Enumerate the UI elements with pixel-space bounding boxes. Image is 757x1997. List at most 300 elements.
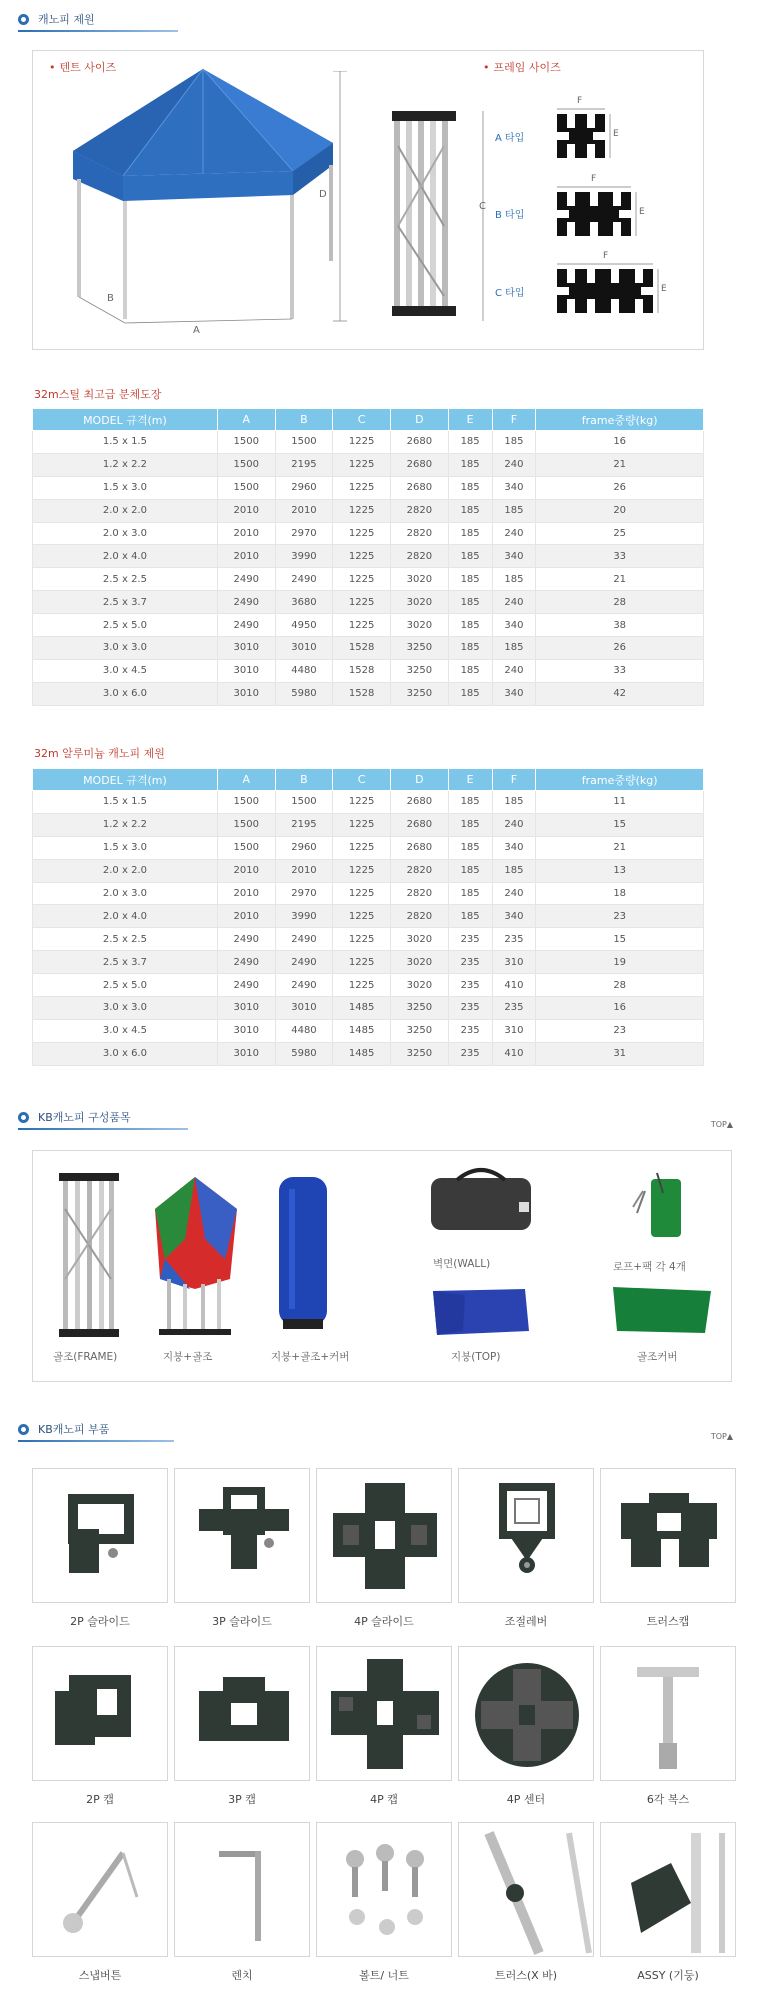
steel-spec-table [32, 408, 704, 706]
table-row [33, 791, 704, 814]
wall-bag-photo [427, 1166, 537, 1236]
table-cell: 3250 [391, 1042, 449, 1065]
table-row [33, 591, 704, 614]
table-row [33, 974, 704, 997]
column-header: E [448, 409, 492, 431]
table-cell: 4480 [275, 1019, 333, 1042]
table-cell: 185 [448, 591, 492, 614]
table-cell: 1485 [333, 1019, 391, 1042]
column-header: B [275, 409, 333, 431]
table-cell: 185 [448, 813, 492, 836]
table-cell: 3250 [391, 997, 449, 1020]
table-cell: 235 [448, 1019, 492, 1042]
table-cell: 1225 [333, 614, 391, 637]
folded-frame-illustration [388, 106, 468, 326]
frame-type-a-diagram [553, 106, 633, 166]
table-cell: 185 [492, 859, 536, 882]
table-cell: 2010 [217, 545, 275, 568]
dim-b-label: B [107, 293, 114, 304]
model-cell: 2.0 x 4.0 [33, 905, 218, 928]
table-row [33, 545, 704, 568]
part-label: 2P 슬라이드 [70, 1615, 130, 1628]
table-cell: 3010 [217, 682, 275, 705]
part-label: 트러스캡 [646, 1615, 690, 1628]
component-roof-frame-cover-label: 지붕+골조+커버 [271, 1351, 350, 1363]
table-cell: 1528 [333, 682, 391, 705]
table-cell: 3010 [217, 659, 275, 682]
table-cell: 185 [448, 499, 492, 522]
table-cell: 2960 [275, 836, 333, 859]
table-cell: 26 [536, 637, 704, 660]
table-cell: 340 [492, 614, 536, 637]
table-cell: 240 [492, 591, 536, 614]
table-cell: 3010 [217, 637, 275, 660]
table-cell: 15 [536, 813, 704, 836]
part-image [316, 1468, 452, 1603]
table-cell: 2820 [391, 499, 449, 522]
table-cell: 2820 [391, 545, 449, 568]
part-image [174, 1468, 310, 1603]
table-cell: 240 [492, 453, 536, 476]
table-cell: 1225 [333, 882, 391, 905]
table-row [33, 568, 704, 591]
table-cell: 28 [536, 974, 704, 997]
table-cell: 185 [448, 905, 492, 928]
part-image [600, 1822, 736, 1957]
table-cell: 2820 [391, 905, 449, 928]
frame-type-b-diagram [553, 184, 643, 244]
table-row [33, 905, 704, 928]
component-top-label: 지붕(TOP) [451, 1351, 501, 1363]
frame-cover-photo [607, 1281, 717, 1341]
table-cell: 2010 [217, 905, 275, 928]
column-header: A [217, 409, 275, 431]
table-cell: 1485 [333, 1042, 391, 1065]
column-header: frame중량(kg) [536, 769, 704, 791]
table-cell: 3020 [391, 568, 449, 591]
component-roof-frame-label: 지붕+골조 [163, 1351, 213, 1363]
components-section-title: KB캐노피 구성품목 [38, 1111, 131, 1124]
column-header: E [448, 769, 492, 791]
table-row [33, 813, 704, 836]
column-header: A [217, 769, 275, 791]
table-cell: 235 [448, 928, 492, 951]
table-row [33, 614, 704, 637]
parts-section-title: KB캐노피 부품 [38, 1423, 110, 1436]
table-cell: 2010 [217, 522, 275, 545]
table-cell: 185 [448, 453, 492, 476]
table-cell: 240 [492, 813, 536, 836]
type-c-e-label: E [661, 284, 667, 294]
model-cell: 2.5 x 2.5 [33, 928, 218, 951]
table-row [33, 659, 704, 682]
parts-top-link[interactable]: TOP▲ [710, 1432, 733, 1441]
table-row [33, 1019, 704, 1042]
table-cell: 1225 [333, 568, 391, 591]
table-cell: 2490 [275, 951, 333, 974]
dim-d-label: D [319, 189, 327, 200]
table-cell: 1225 [333, 522, 391, 545]
spec-section-title: 캐노피 제원 [38, 13, 95, 26]
part-image [458, 1822, 594, 1957]
table-cell: 3010 [217, 1019, 275, 1042]
table-cell: 1225 [333, 476, 391, 499]
dim-c-line [473, 111, 493, 331]
table-cell: 2970 [275, 882, 333, 905]
model-cell: 3.0 x 4.5 [33, 1019, 218, 1042]
table-cell: 340 [492, 476, 536, 499]
table-cell: 185 [492, 791, 536, 814]
components-section-header [18, 1108, 188, 1130]
part-image [458, 1468, 594, 1603]
type-b-e-label: E [639, 207, 645, 217]
table-cell: 26 [536, 476, 704, 499]
table-cell: 185 [492, 499, 536, 522]
table-cell: 185 [448, 476, 492, 499]
table-cell: 3010 [217, 997, 275, 1020]
column-header: D [391, 409, 449, 431]
table-cell: 235 [448, 951, 492, 974]
table-cell: 185 [448, 659, 492, 682]
frame-size-label: • 프레임 사이즈 [483, 59, 561, 75]
part-image [32, 1468, 168, 1603]
table-cell: 21 [536, 836, 704, 859]
table-cell: 1225 [333, 836, 391, 859]
table-cell: 1500 [217, 453, 275, 476]
model-cell: 1.5 x 1.5 [33, 431, 218, 454]
part-label: 스냅버튼 [78, 1969, 122, 1982]
table-cell: 1225 [333, 859, 391, 882]
table-cell: 2010 [217, 882, 275, 905]
table-cell: 2820 [391, 882, 449, 905]
part-label: 4P 캡 [370, 1793, 398, 1806]
table-cell: 1225 [333, 431, 391, 454]
part-image [32, 1646, 168, 1781]
table-cell: 2490 [217, 614, 275, 637]
table-cell: 1225 [333, 974, 391, 997]
table-cell: 2490 [217, 951, 275, 974]
table-cell: 31 [536, 1042, 704, 1065]
column-header: MODEL 규격(m) [33, 409, 218, 431]
alu-spec-table [32, 768, 704, 1066]
type-b-f-label: F [591, 174, 597, 184]
table-cell: 235 [448, 974, 492, 997]
table-cell: 2820 [391, 522, 449, 545]
table-cell: 42 [536, 682, 704, 705]
table-cell: 4950 [275, 614, 333, 637]
part-label: 3P 캡 [228, 1793, 256, 1806]
table-cell: 1500 [217, 476, 275, 499]
table-cell: 185 [492, 568, 536, 591]
table-row [33, 476, 704, 499]
model-cell: 3.0 x 3.0 [33, 637, 218, 660]
table-cell: 1225 [333, 499, 391, 522]
table-row [33, 431, 704, 454]
table-cell: 2680 [391, 813, 449, 836]
table-row [33, 836, 704, 859]
bullet-icon [18, 14, 29, 25]
table-header-row [33, 409, 704, 431]
part-label: 4P 슬라이드 [354, 1615, 414, 1628]
model-cell: 1.5 x 1.5 [33, 791, 218, 814]
table-cell: 2490 [275, 568, 333, 591]
bullet-icon [18, 1112, 29, 1123]
column-header: C [333, 769, 391, 791]
table-cell: 2960 [275, 476, 333, 499]
table-cell: 38 [536, 614, 704, 637]
table-cell: 235 [448, 1042, 492, 1065]
part-image [316, 1822, 452, 1957]
frame-type-b-label: B 타입 [495, 210, 525, 221]
tent-size-label: • 텐트 사이즈 [49, 59, 116, 75]
table-cell: 310 [492, 951, 536, 974]
column-header: F [492, 409, 536, 431]
table-cell: 340 [492, 905, 536, 928]
table-row [33, 997, 704, 1020]
table-cell: 1225 [333, 813, 391, 836]
table-cell: 1225 [333, 545, 391, 568]
column-header: B [275, 769, 333, 791]
part-image [600, 1646, 736, 1781]
model-cell: 3.0 x 3.0 [33, 997, 218, 1020]
component-wall-label: 벽면(WALL) [433, 1258, 491, 1270]
table-cell: 16 [536, 431, 704, 454]
table-cell: 2680 [391, 476, 449, 499]
table-cell: 2490 [275, 928, 333, 951]
table-cell: 2820 [391, 859, 449, 882]
table-cell: 3990 [275, 905, 333, 928]
cover-photo [273, 1169, 333, 1339]
table-cell: 185 [448, 791, 492, 814]
table-cell: 185 [448, 682, 492, 705]
type-a-f-label: F [577, 96, 583, 106]
table-cell: 16 [536, 997, 704, 1020]
table-cell: 185 [448, 431, 492, 454]
type-a-e-label: E [613, 129, 619, 139]
model-cell: 2.0 x 4.0 [33, 545, 218, 568]
table-cell: 1485 [333, 997, 391, 1020]
table-cell: 1500 [275, 431, 333, 454]
table-cell: 235 [448, 997, 492, 1020]
model-cell: 2.5 x 3.7 [33, 951, 218, 974]
component-frame-cover-label: 골조커버 [637, 1351, 678, 1363]
model-cell: 3.0 x 6.0 [33, 682, 218, 705]
table-cell: 13 [536, 859, 704, 882]
table-cell: 185 [448, 614, 492, 637]
frame-photo [53, 1169, 123, 1339]
table-header-row [33, 769, 704, 791]
column-header: frame중량(kg) [536, 409, 704, 431]
table-cell: 2490 [217, 974, 275, 997]
part-label: 6각 복스 [646, 1793, 690, 1806]
dim-a-label: A [193, 325, 200, 336]
table-cell: 3250 [391, 682, 449, 705]
table-cell: 185 [492, 637, 536, 660]
table-cell: 1500 [217, 836, 275, 859]
alu-table-title: 32m 알루미늄 캐노피 제원 [34, 747, 165, 760]
table-cell: 2680 [391, 431, 449, 454]
table-cell: 3020 [391, 974, 449, 997]
rope-peg-photo [623, 1163, 693, 1243]
part-label: ASSY (기둥) [637, 1969, 699, 1982]
table-cell: 2010 [217, 499, 275, 522]
table-cell: 1500 [217, 431, 275, 454]
tent-illustration [43, 61, 343, 341]
table-cell: 3010 [275, 997, 333, 1020]
table-cell: 240 [492, 522, 536, 545]
table-cell: 185 [448, 545, 492, 568]
table-cell: 3020 [391, 614, 449, 637]
table-cell: 11 [536, 791, 704, 814]
type-c-f-label: F [603, 251, 609, 261]
table-row [33, 522, 704, 545]
table-cell: 3010 [217, 1042, 275, 1065]
table-cell: 18 [536, 882, 704, 905]
part-label: 3P 슬라이드 [212, 1615, 272, 1628]
part-image [174, 1646, 310, 1781]
table-cell: 340 [492, 682, 536, 705]
table-cell: 1225 [333, 791, 391, 814]
part-image [600, 1468, 736, 1603]
table-cell: 3010 [275, 637, 333, 660]
table-row [33, 859, 704, 882]
model-cell: 2.5 x 2.5 [33, 568, 218, 591]
component-rope-label: 로프+팩 각 4개 [613, 1261, 686, 1273]
part-label: 트러스(X 바) [494, 1969, 558, 1982]
table-cell: 185 [492, 431, 536, 454]
table-cell: 2195 [275, 453, 333, 476]
part-image [32, 1822, 168, 1957]
part-label: 2P 캡 [86, 1793, 114, 1806]
model-cell: 2.5 x 5.0 [33, 974, 218, 997]
dim-d-line [325, 71, 355, 331]
parts-section-header [18, 1420, 174, 1442]
spec-diagram-panel [32, 50, 704, 350]
table-cell: 3250 [391, 1019, 449, 1042]
table-row [33, 882, 704, 905]
table-row [33, 951, 704, 974]
part-image [458, 1646, 594, 1781]
dim-c-label: C [479, 201, 486, 212]
column-header: D [391, 769, 449, 791]
table-cell: 340 [492, 545, 536, 568]
component-frame-label: 골조(FRAME) [53, 1351, 118, 1363]
table-cell: 2680 [391, 791, 449, 814]
table-cell: 2010 [275, 499, 333, 522]
table-cell: 3250 [391, 659, 449, 682]
part-label: 조절레버 [504, 1615, 548, 1628]
part-image [316, 1646, 452, 1781]
bullet-icon [18, 1424, 29, 1435]
table-cell: 23 [536, 1019, 704, 1042]
table-cell: 2195 [275, 813, 333, 836]
table-cell: 1225 [333, 951, 391, 974]
table-cell: 2970 [275, 522, 333, 545]
components-top-link[interactable]: TOP▲ [710, 1120, 733, 1129]
table-row [33, 637, 704, 660]
components-panel [32, 1150, 732, 1382]
model-cell: 1.5 x 3.0 [33, 476, 218, 499]
table-cell: 2010 [275, 859, 333, 882]
table-cell: 20 [536, 499, 704, 522]
table-cell: 1500 [217, 791, 275, 814]
table-cell: 33 [536, 659, 704, 682]
table-cell: 1225 [333, 928, 391, 951]
column-header: MODEL 규격(m) [33, 769, 218, 791]
model-cell: 1.2 x 2.2 [33, 813, 218, 836]
part-label: 렌치 [231, 1969, 253, 1982]
model-cell: 2.0 x 2.0 [33, 499, 218, 522]
table-cell: 4480 [275, 659, 333, 682]
table-cell: 185 [448, 637, 492, 660]
table-cell: 235 [492, 997, 536, 1020]
table-cell: 410 [492, 974, 536, 997]
table-cell: 3680 [275, 591, 333, 614]
table-cell: 3020 [391, 591, 449, 614]
roof-frame-photo [145, 1169, 245, 1339]
table-row [33, 453, 704, 476]
table-row [33, 928, 704, 951]
table-cell: 33 [536, 545, 704, 568]
part-label: 4P 센터 [506, 1793, 546, 1806]
model-cell: 2.0 x 2.0 [33, 859, 218, 882]
spec-section-header [18, 10, 178, 32]
table-cell: 2490 [217, 568, 275, 591]
model-cell: 1.5 x 3.0 [33, 836, 218, 859]
table-cell: 1225 [333, 905, 391, 928]
table-cell: 23 [536, 905, 704, 928]
frame-type-c-diagram [553, 261, 663, 321]
table-cell: 5980 [275, 1042, 333, 1065]
table-cell: 2680 [391, 453, 449, 476]
table-cell: 240 [492, 882, 536, 905]
table-cell: 1528 [333, 659, 391, 682]
table-cell: 21 [536, 568, 704, 591]
table-cell: 1500 [275, 791, 333, 814]
table-cell: 19 [536, 951, 704, 974]
table-cell: 2680 [391, 836, 449, 859]
table-cell: 2490 [275, 974, 333, 997]
table-cell: 2490 [217, 928, 275, 951]
model-cell: 2.5 x 5.0 [33, 614, 218, 637]
table-cell: 28 [536, 591, 704, 614]
table-cell: 1225 [333, 591, 391, 614]
model-cell: 2.0 x 3.0 [33, 882, 218, 905]
table-cell: 21 [536, 453, 704, 476]
part-label: 볼트/ 너트 [359, 1969, 409, 1982]
model-cell: 3.0 x 4.5 [33, 659, 218, 682]
table-cell: 185 [448, 882, 492, 905]
table-cell: 185 [448, 836, 492, 859]
table-cell: 3250 [391, 637, 449, 660]
table-cell: 3020 [391, 928, 449, 951]
table-cell: 185 [448, 859, 492, 882]
model-cell: 3.0 x 6.0 [33, 1042, 218, 1065]
model-cell: 2.5 x 3.7 [33, 591, 218, 614]
column-header: F [492, 769, 536, 791]
table-cell: 340 [492, 836, 536, 859]
table-cell: 5980 [275, 682, 333, 705]
table-row [33, 682, 704, 705]
roof-top-photo [425, 1281, 535, 1341]
table-cell: 1500 [217, 813, 275, 836]
table-cell: 235 [492, 928, 536, 951]
frame-type-a-label: A 타입 [495, 133, 525, 144]
model-cell: 2.0 x 3.0 [33, 522, 218, 545]
table-row [33, 1042, 704, 1065]
table-cell: 240 [492, 659, 536, 682]
table-cell: 1225 [333, 453, 391, 476]
